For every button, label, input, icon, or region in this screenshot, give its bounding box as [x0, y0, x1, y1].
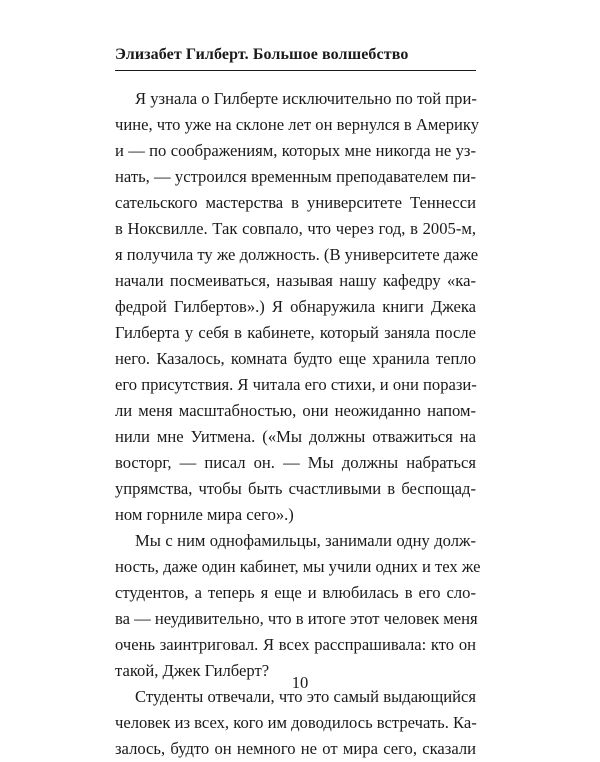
- text-line: ность, даже один кабинет, мы учили одних и тех же: [115, 557, 481, 576]
- page-number: 10: [291, 673, 309, 692]
- text-line: студентов, а теперь я еще и влюбилась в его сло-: [115, 583, 476, 602]
- text-line: начали посмеиваться, называя нашу кафедру «ка-: [115, 271, 476, 290]
- text-line: ном горниле мира сего».): [115, 505, 294, 524]
- text-line: Я узнала о Гилберте исключительно по той при-: [135, 89, 477, 108]
- text-line: я получила ту же должность. (В университете даже: [115, 245, 479, 264]
- text-line: такой, Джек Гилберт?: [115, 661, 270, 680]
- text-line: Гилберта у себя в кабинете, который заняла после: [115, 323, 476, 342]
- text-line: и — по соображениям, которых мне никогда не уз-: [115, 141, 476, 160]
- text-line: нать, — устроился временным преподавателем пи-: [115, 167, 476, 186]
- header-rule: [115, 70, 476, 71]
- text-line: федрой Гилбертов».) Я обнаружила книги Джека: [115, 297, 476, 316]
- text-line: Мы с ним однофамильцы, занимали одну долж-: [135, 531, 476, 550]
- text-line: чине, что уже на склоне лет он вернулся в Америку: [115, 115, 480, 134]
- text-line: Студенты отвечали, что это самый выдающийся: [135, 687, 476, 706]
- text-line: залось, будто он немного не от мира сего, сказали: [115, 739, 476, 758]
- text-line: человек из всех, кого им доводилось встречать. Ка-: [115, 713, 477, 732]
- text-line: сательского мастерства в университете Теннесси: [115, 193, 476, 212]
- body-text: [115, 86, 481, 762]
- text-line: в Ноксвилле. Так совпало, что через год, в 2005-м,: [115, 219, 476, 238]
- text-line: его присутствия. Я читала его стихи, и они порази-: [115, 375, 477, 394]
- text-line: него. Казалось, комната будто еще хранила тепло: [115, 349, 476, 368]
- text-line: восторг, — писал он. — Мы должны набраться: [115, 453, 476, 472]
- text-line: нили мне Уитмена. («Мы должны отважиться на: [115, 427, 476, 446]
- text-line: ва — неудивительно, что в итоге этот человек меня: [115, 609, 478, 628]
- text-line: очень заинтриговал. Я всех расспрашивала: кто он: [115, 635, 476, 654]
- text-line: ли меня масштабностью, они неожиданно напом-: [115, 401, 476, 420]
- running-head: Элизабет Гилберт. Большое волшебство: [115, 46, 409, 63]
- text-line: упрямства, чтобы быть счастливыми в беспощад-: [115, 479, 476, 498]
